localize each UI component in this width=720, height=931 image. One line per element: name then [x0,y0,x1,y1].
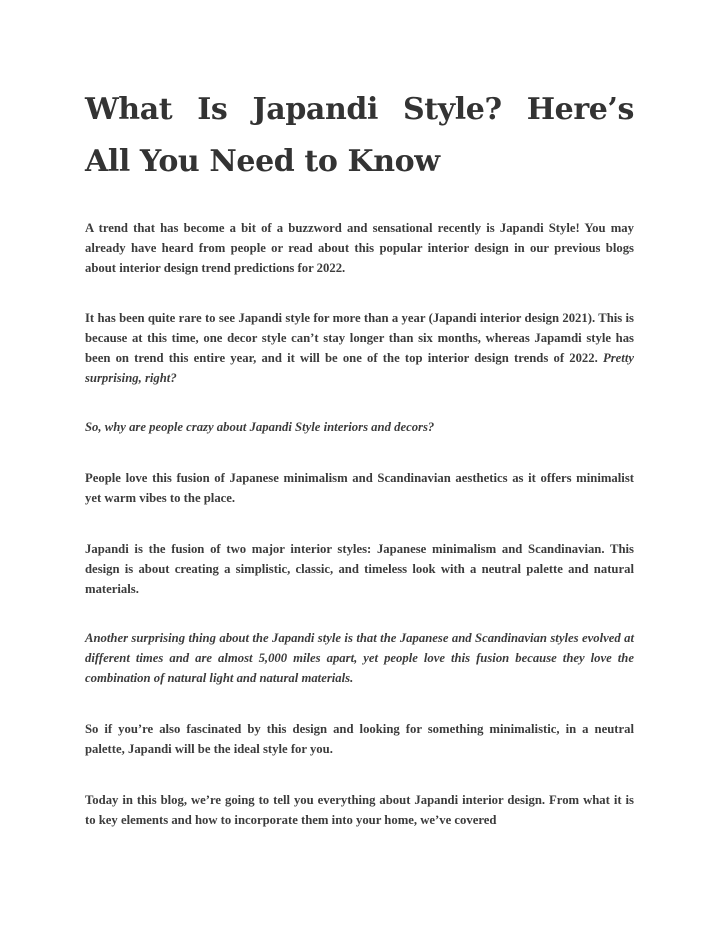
paragraph-rarity-emphasis: Pretty surprising, right? [85,351,634,385]
paragraph-rarity-text: It has been quite rare to see Japandi style for more than a year (Japandi interior design 2021). This is because at this time, one decor style can’t stay longer than six months, whereas Japamdi style has been on trend this entire year, and it will be one of the top interior design trends of 2022. [85,311,634,365]
paragraph-fusion-love: People love this fusion of Japanese minimalism and Scandinavian aesthetics as it offers minimalist yet warm vibes to the place. [85,471,634,505]
title-line-2: All You Need to Know [85,144,440,179]
paragraph-ideal-style: So if you’re also fascinated by this design and looking for something minimalistic, in a neutral palette, Japandi will be the ideal style for you. [85,722,634,756]
title-line-1: What Is Japandi Style? Here’s [85,92,634,127]
paragraph-intro: A trend that has become a bit of a buzzword and sensational recently is Japandi Style! You may already have heard from people or read about this popular interior design in our previous blogs about interior design trend predictions for 2022. [85,221,634,275]
article-title [85,84,634,188]
paragraph-blog-overview: Today in this blog, we’re going to tell you everything about Japandi interior design. From what it is to key elements and how to incorporate them into your home, we’ve covered [85,793,634,827]
paragraph-rarity [85,308,634,388]
paragraph-surprising: Another surprising thing about the Japandi style is that the Japanese and Scandinavian styles evolved at different times and are almost 5,000 miles apart, yet people love this fusion because they love the combination of natural light and natural materials. [85,631,634,685]
paragraph-question: So, why are people crazy about Japandi Style interiors and decors? [85,420,435,434]
paragraph-fusion-definition: Japandi is the fusion of two major interior styles: Japanese minimalism and Scandinavian. This design is about creating a simplistic, classic, and timeless look with a neutral palette and natural materials. [85,542,634,596]
